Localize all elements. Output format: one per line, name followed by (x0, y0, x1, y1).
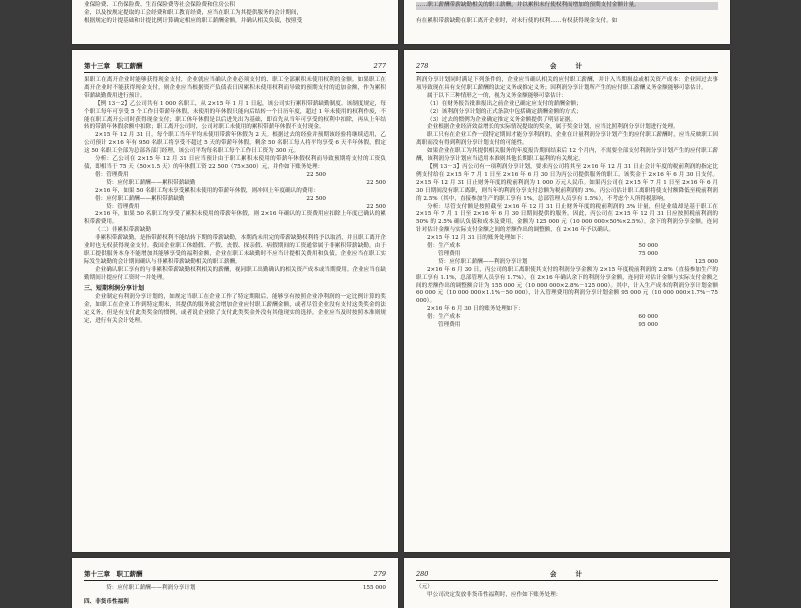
entry-amount: 155 000 (362, 585, 386, 591)
paragraph: 2×16 年 6 月 30 日，丙公司的职工离职使其支付的利润分享金额为 2×15 年度税前利润的 2.8%（直接参加生产的职工享有 1.1%，总部管理人员享有 1.7%），在 2×16 年确认余下的利润分享金额，连同针对估计金额与实际支付金额之间的差额作出的调整额合计为 155 000 元（10 000 000×2.8%－125 000）。其中，计入生产成本的利润分享计划金额 60 000 元（10 000 000×1.1%－50 000），计入管理费用的利润分享计划金额 95 000 元（10 000 000×1.7%－75 000）。 (416, 266, 718, 305)
entry-amount: 125 000 (694, 258, 718, 265)
entry-account: 贷：应付职工薪酬——利润分享计划 (106, 585, 196, 591)
text-line: 金，以及按规定提取的工会经费和职工教育经费，应当在职工为其提供服务的会计期间， (84, 9, 303, 16)
page-280 (404, 558, 730, 608)
paragraph: 2×15 年 12 月 31 日，每个职工当年平均未使用带薪年休假为 2 天。根据过去的经验并预期该经验将继续适用，乙公司预计 2×16 年有 950 名职工将享受不超过 5 天的带薪年休假，剩余 50 名职工每人将平均享受 6 天半年休假，假定这 50 名职工全部为总部各部门经理，该公司平均每名职工每个工作日工资为 300 元。 (84, 132, 386, 155)
entry-account: 管理费用 (438, 250, 461, 257)
journal-entry-line (416, 259, 718, 267)
journal-entry-line (84, 180, 386, 188)
page-number: 279 (373, 570, 386, 578)
chapter-title: 第十三章 职工薪酬 (84, 62, 143, 70)
paragraph: 企业制定有利润分享计划的，如规定当职工在企业工作了特定期限后，能够享有按照企业净利润的一定比例计算的奖金，如职工在企业工作到特定期末，其提供的服务就会增加企业应付职工薪酬金额，或者尽管企业没有支付这类奖金的法定义务，但是有支付此类奖金的惯例，或者说企业除了支付此类奖金外没有其他现实的选择，企业应当及时按照本准则规定，进行有关会计处理。 (84, 294, 386, 325)
entry-amount: 22 500 (306, 195, 326, 202)
entry-amount: 22 500 (366, 179, 386, 186)
page-body (416, 77, 718, 330)
list-item: （2）该利润分享计划的正式条款中包括确定薪酬金额的方式； (427, 108, 582, 115)
journal-entry-line (84, 196, 386, 204)
entry-account: 管理费用 (438, 322, 461, 329)
example-paragraph: 【例 13－2】乙公司共有 1 000 名职工，从 2×15 年 1 月 1 日起，该公司实行累积带薪缺勤制度。该制度规定，每个职工每年可享受 5 个工作日带薪年休假，未使用的年休假只能向后结转一个日历年度，超过 1 年未使用的权利作废，不能在职工离开公司时获得现金支付；职工休年休假是以后进先出为基础，即首先从当年可享受的权利中扣除，再从上年结转的带薪年休假余额中扣除；职工离开公司时，公司对职工未使用的累积带薪年休假不支付现金。 (84, 100, 386, 131)
list-item: （1）在财务报告批准报出之前企业已确定应支付的薪酬金额； (427, 100, 582, 107)
paragraph: 企业根据企业经济效益增长的实际情况提取的奖金，属于奖金计划，应当比照利润分享计划进行处理。 (427, 124, 679, 131)
list-item: （3）过去的惯例为企业确定推定义务金额提供了明显证据。 (427, 116, 576, 123)
paragraph: 2×16 年，如果 50 名职工均未享受累积未使用的带薪年休假，则冲回上年度确认的费用： (95, 187, 319, 194)
entry-amount: 60 000 (638, 314, 658, 321)
page-top-right (404, 0, 730, 44)
page-body (416, 584, 718, 600)
paragraph: 2×16 年 6 月 30 日的账务处理如下： (427, 306, 524, 313)
entry-account: 借：管理费用 (95, 171, 129, 178)
paragraph: 利润分享计划同时满足下列条件的，企业应当确认相关的应付职工薪酬，并计入当期损益或相关资产成本：企业因过去事项导致现在具有支付职工薪酬的法定义务或推定义务；因利润分享计划所产生的应付职工薪酬义务金额能够可靠估计。 (416, 77, 718, 91)
page-header (416, 56, 718, 73)
page-header (84, 564, 386, 581)
entry-account: 贷：应付职工薪酬——累积带薪缺勤 (106, 179, 196, 186)
entry-account: 借：应付职工薪酬——累积带薪缺勤 (95, 195, 185, 202)
entry-account: 借：生产成本 (427, 243, 461, 250)
entry-amount: 22 500 (306, 171, 326, 178)
paragraph: 甲公司决定发放非货币性福利时，应作如下账务处理： (427, 591, 562, 598)
page-body (84, 585, 386, 607)
book-title: 会 计 (550, 62, 584, 70)
page-number: 278 (416, 62, 429, 70)
example-paragraph: 【例 13－3】丙公司有一项利润分享计划，要求丙公司将其至 2×16 年 12 月 31 日止会计年度的税前利润的指定比例支付给在 2×15 年 7 月 1 日至 2×16 年 6 月 30 日为丙公司提供服务的职工。该奖金于 2×16 年 6 月 30 日支付。2×15 年 12 月 31 日止财务年度的税前利润为 1 000 万元人民币。如果丙公司在 2×15 年 7 月 1 日至 2×16 年 6 月 30 日期间没有职工离职，则当年的利润分享支付总额为税前利润的 3%。丙公司估计职工离职将使支付额降低至税前利润的 2.5%（其中，直接参加生产的职工享有 1%，总部管理人员享有 1.5%），不考虑个人所得税影响。 (416, 163, 718, 202)
section-heading: 四、非货币性福利 (84, 598, 129, 605)
entry-amount: 95 000 (638, 322, 658, 329)
page-body (84, 77, 386, 326)
text-line: 有在累积带薪缺勤在职工离开企业时，对未行使的权利……有权获得现金支付。如 (416, 17, 618, 24)
text-line: （元） (416, 584, 433, 590)
top-right-text (416, 2, 718, 44)
journal-entry-line (416, 243, 718, 251)
paragraph: 企业确认职工享有的与非累积带薪缺勤权利相关的薪酬，视同职工出勤确认的相关资产成本或当期费用。企业应当在缺勤期间计提应付工资时一并处理。 (84, 266, 386, 281)
section-heading: 三、短期利润分享计划 (84, 284, 145, 292)
top-left-text (84, 2, 386, 44)
paragraph: 果职工在离开企业时能够获得现金支付，企业就应当确认企业必须支付的、职工全部累积未使用权利的金额。如果职工在离开企业时不能获得现金支付，则企业应当根据资产负债表日因累积未使用权利而导致的预期支付的追加金额，作为累积带薪缺勤费用进行预计。 (84, 77, 386, 99)
text-line: ……职工薪酬带薪缺勤相关的职工薪酬，并以累积未行使权利而增加的预期支付金额计量。 (416, 2, 718, 10)
journal-entry-line (84, 585, 386, 593)
entry-account: 贷：应付职工薪酬——利润分享计划 (438, 258, 528, 265)
text-line: 业保险费、工伤保险费、生育保险费等社会保险费和住房公积 (84, 2, 236, 8)
chapter-title: 第十三章 职工薪酬 (84, 570, 143, 578)
entry-amount: 50 000 (638, 243, 658, 250)
page-header (84, 56, 386, 73)
paragraph: 2×16 年，如果 50 名职工均享受了累积未使用的带薪年休假，则 2×16 年确认的工资费用应扣除上年度已确认的累积带薪费用。 (84, 211, 386, 226)
paragraph: 职工只有在企业工作一段特定期间才能分享利润的，企业在计量利润分享计划产生的应付职工薪酬时，应当反映职工因离职而没有得到利润分享计划支付的可能性。 (416, 132, 718, 147)
journal-entry-line (416, 251, 718, 259)
paragraph: 如果企业在职工为其提供相关服务的年度报告期间结束后 12 个月内，不需要全部支付利润分享计划产生的应付职工薪酬，该利润分享计划应当适用本准则其他长期职工福利的有关规定。 (416, 148, 718, 163)
section-heading: （二）非累积带薪缺勤 (95, 227, 151, 234)
journal-entry-line (416, 322, 718, 330)
paragraph: 2×15 年 12 月 31 日的账务处理如下： (427, 235, 528, 242)
paragraph: 属于以下三种情形之一的，视为义务金额能够可靠估计： (427, 92, 567, 99)
text-line: 根据规定的计提基础和计提比例计算确定相应的职工薪酬金额，并确认相关负债，按照受 (84, 17, 303, 24)
page-header (416, 564, 718, 581)
journal-entry-line (84, 172, 386, 180)
book-title: 会 计 (550, 570, 584, 578)
page-number: 277 (373, 62, 386, 70)
page-number: 280 (416, 570, 429, 578)
page-277 (72, 50, 398, 552)
entry-amount: 22 500 (366, 203, 386, 210)
page-278 (404, 50, 730, 552)
paragraph: 分析：乙公司在 2×15 年 12 月 31 日应当预计由于职工累积未使用的带薪年休假权利而导致预期将支付的工资负债，即相当于 75 天（50×1.5 天）的年休假工资 22 500（75×300）元，并作如下账务处理： (84, 156, 386, 170)
entry-account: 借：生产成本 (427, 314, 461, 321)
page-top-left (72, 0, 398, 44)
paragraph: 分析：尽管支付额是按照截至 2×16 年 12 月 31 日止财务年度的税前利润的 3% 计量，但是业绩却是基于职工在 2×15 年 7 月 1 日至 2×16 年 6 月 30 日期间提供的服务。因此，丙公司在 2×15 年 12 月 31 日应按照税前利润的 50% 的 2.5% 确认负债和成本及费用，金额为 125 000 元（10 000 000×50%×2.5%）。余下的利润分享金额，连同针对估计金额与实际支付金额之间的差额作出的调整额，在 2×16 年予以确认。 (416, 203, 718, 234)
entry-amount: 75 000 (638, 250, 658, 257)
page-279 (72, 558, 398, 608)
journal-entry-line (416, 314, 718, 322)
entry-account: 贷：管理费用 (106, 203, 140, 210)
paragraph: 非累积带薪缺勤，是指带薪权利不能结转下期的带薪缺勤，本期尚未用完的带薪缺勤权利将予以取消，并且职工离开企业时也无权获得现金支付。我国企业职工休婚假、产假、丧假、探亲假、病假期间的工资通常属于非累积带薪缺勤。由于职工提供服务本身不能增加其能够享受的福利金额，企业在职工未缺勤时不应当计提相关费用和负债。企业应当在职工实际发生缺勤的会计期间确认与非累积带薪缺勤相关的职工薪酬。 (84, 235, 386, 265)
